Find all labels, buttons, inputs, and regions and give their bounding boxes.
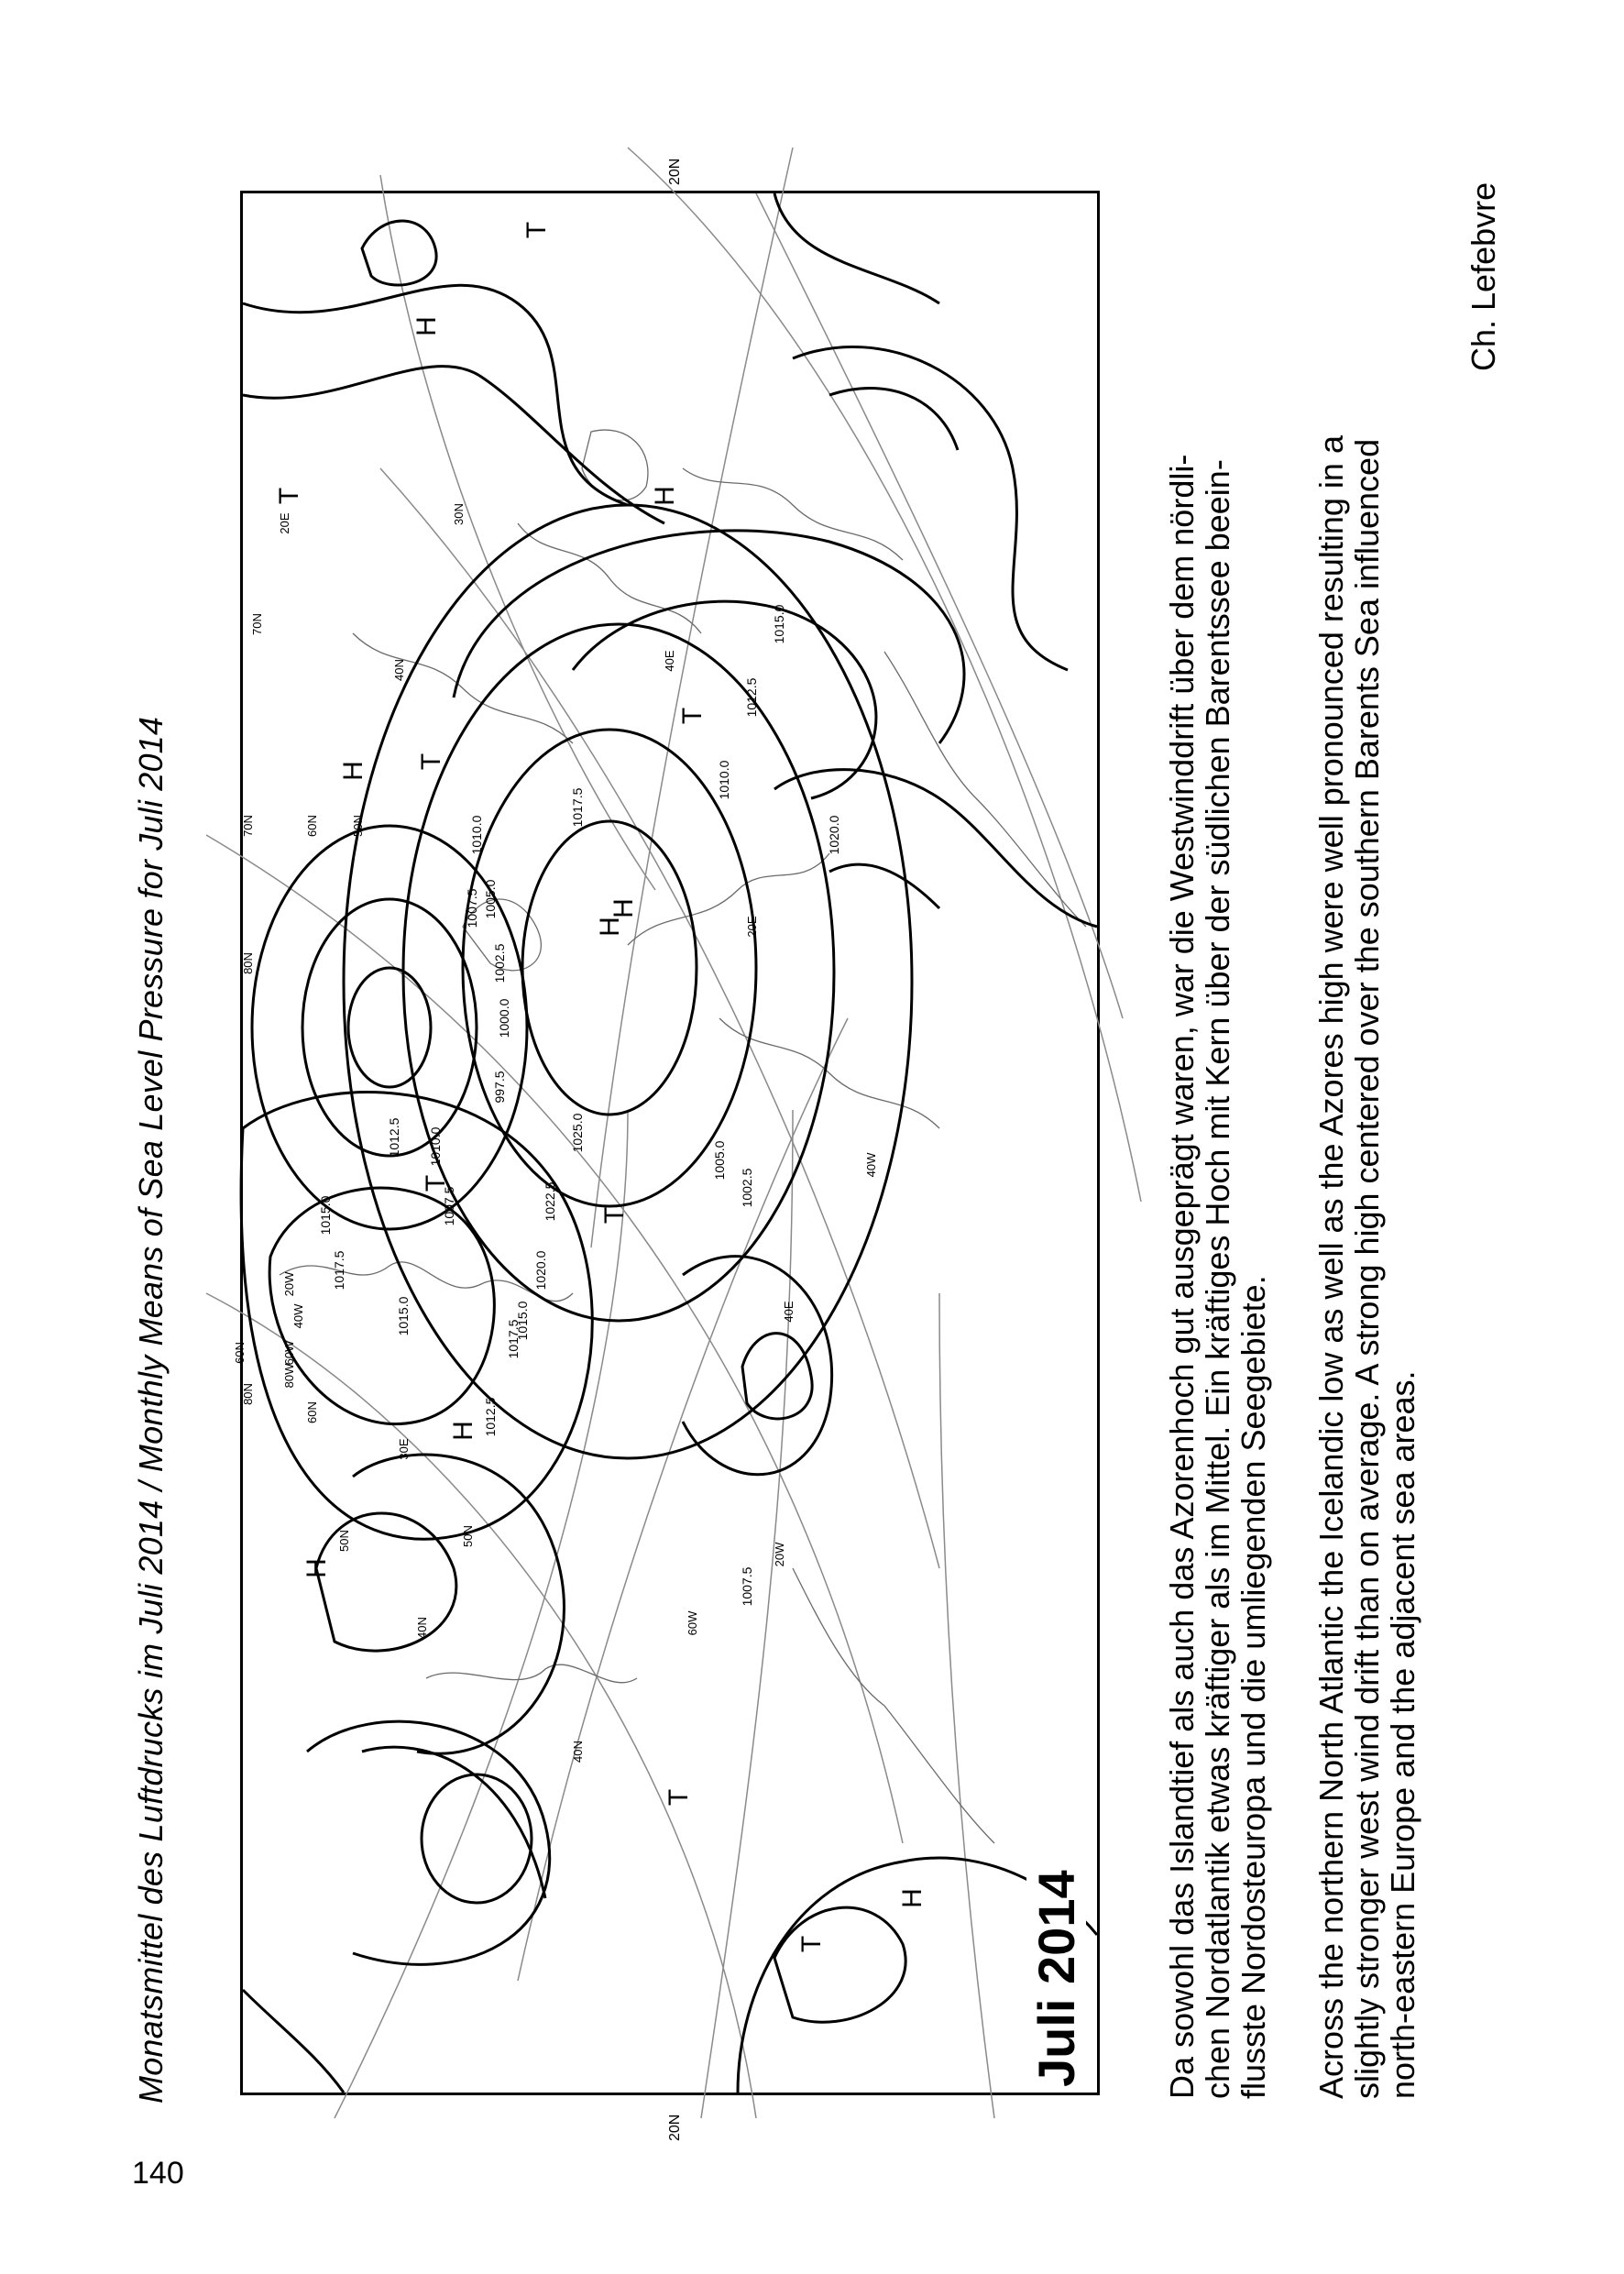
pressure-map: [233, 191, 1100, 2095]
grid-label-14: 40W: [291, 1303, 305, 1329]
graticule: [206, 148, 1141, 2118]
center-symbol-11: H: [897, 1888, 927, 1908]
center-symbol-13: H: [650, 486, 680, 506]
isobar-label-16: 1007.5: [442, 1186, 456, 1226]
grid-label-10: 20W: [773, 1542, 786, 1567]
grid-label-0: 80N: [241, 1383, 255, 1405]
isobar-label-24: 1015.0: [396, 1296, 411, 1336]
center-symbol-7: T: [521, 221, 552, 239]
isobar-label-25: 1007.5: [740, 1566, 754, 1607]
isobar-label-13: 1015.0: [318, 1195, 333, 1236]
center-symbol-0: H: [595, 917, 625, 937]
center-symbol-1: T: [421, 1174, 451, 1192]
grid-label-3: 60N: [305, 815, 319, 837]
center-symbol-15: T: [796, 1935, 827, 1953]
grid-label-21: 40E: [782, 1301, 796, 1323]
isobar-label-4: 1015.0: [515, 1301, 530, 1341]
grid-label-22: 60N: [233, 1342, 247, 1364]
isobar-label-9: 1002.5: [492, 943, 507, 983]
grid-label-24: 50N: [461, 1525, 475, 1547]
isobar-label-8: 1005.0: [483, 879, 498, 919]
isobar-label-11: 997.5: [492, 1071, 507, 1104]
isobars: [241, 193, 1097, 2093]
grid-label-5: 40N: [392, 659, 406, 681]
center-symbol-6: H: [411, 316, 442, 336]
isobar-label-0: 1025.0: [570, 1113, 585, 1153]
paragraph-english-line-1: Across the northern North Atlantic the Icelandic low as well as the Azores high were well pronounced resulting in a: [1312, 435, 1350, 2099]
grid-label-6: 30N: [452, 503, 466, 525]
grid-label-17: 20E: [278, 512, 291, 534]
isobar-label-2: 1020.0: [533, 1250, 548, 1291]
map-badge: Juli 2014: [1027, 1870, 1085, 2087]
isobar-label-19: 1015.0: [772, 604, 786, 644]
center-symbol-12: T: [599, 1206, 630, 1225]
isobar-label-14: 1017.5: [332, 1250, 346, 1291]
grid-label-19: 30E: [397, 1438, 411, 1460]
isobar-label-20: 1012.5: [744, 677, 759, 718]
paragraph-german-line-3: flusste Nordosteuropa und die umliegenden Seegebiete.: [1234, 1275, 1272, 2099]
center-symbol-9: H: [609, 898, 639, 918]
center-symbol-2: T: [416, 753, 446, 771]
grid-label-8: 50N: [337, 1530, 351, 1552]
isobar-label-5: 1012.5: [483, 1397, 498, 1437]
center-symbol-8: T: [664, 1788, 694, 1807]
isobar-label-7: 1007.5: [465, 888, 479, 928]
center-symbol-4: H: [448, 1421, 478, 1441]
isobar-label-6: 1010.0: [469, 815, 484, 855]
paragraph-german: [1164, 455, 1271, 2099]
grid-label-2: 70N: [241, 815, 255, 837]
paragraph-english: [1313, 435, 1421, 2099]
grid-label-13: 20W: [282, 1271, 296, 1297]
isobar-label-15: 1010.0: [428, 1126, 443, 1167]
grid-label-25: 40N: [571, 1741, 585, 1763]
grid-label-9: 40N: [415, 1617, 429, 1639]
grid-label-4: 50N: [351, 815, 365, 837]
isobar-label-21: 1010.0: [717, 760, 731, 800]
isobar-label-23: 1020.0: [827, 815, 841, 855]
center-symbol-5: H: [302, 1558, 332, 1578]
author: Ch. Lefebvre: [1465, 181, 1502, 371]
center-symbol-10: T: [677, 707, 708, 725]
page-title: Monatsmittel des Luftdrucks im Juli 2014 / Monthly Means of Sea Level Pressure for Juli 2014: [132, 716, 170, 2104]
grid-label-1: 80N: [241, 952, 255, 974]
paragraph-english-line-2: slightly stronger west wind drift than on average. A strong high centered over the southern Barents Sea influenced: [1348, 438, 1386, 2099]
edge-label-bottom: 20N: [667, 2114, 683, 2141]
isobar-label-3: 1017.5: [506, 1319, 521, 1359]
center-symbol-3: H: [338, 761, 368, 781]
isobar-label-17: 1005.0: [712, 1140, 727, 1181]
grid-label-7: 60N: [305, 1401, 319, 1423]
grid-label-15: 60W: [282, 1340, 296, 1366]
grid-label-12: 60W: [686, 1610, 699, 1636]
grid-label-20: 20E: [745, 916, 759, 938]
paragraph-english-line-3: north-eastern Europe and the adjacent sea areas.: [1384, 1370, 1421, 2099]
grid-label-16: 80W: [282, 1363, 296, 1389]
grid-label-11: 40W: [864, 1152, 878, 1178]
paragraph-german-line-2: chen Nordatlantik etwas kräftiger als im Mittel. Ein kräftiges Hoch mit Kern über der südlichen Barentssee beein-: [1199, 459, 1236, 2099]
grid-label-18: 40E: [663, 650, 676, 672]
grid-label-23: 70N: [250, 613, 264, 635]
isobar-label-18: 1002.5: [740, 1168, 754, 1208]
isobar-label-22: 1017.5: [570, 787, 585, 828]
center-symbol-14: T: [274, 487, 304, 505]
isobar-label-1: 1022.5: [543, 1181, 557, 1222]
page-number: 140: [132, 2156, 184, 2191]
edge-label-top: 20N: [667, 158, 683, 185]
isobar-label-10: 1000.0: [497, 998, 511, 1038]
isobar-label-12: 1012.5: [387, 1117, 401, 1158]
paragraph-german-line-1: Da sowohl das Islandtief als auch das Azorenhoch gut ausgeprägt waren, war die Westwinddrift über dem nördli-: [1163, 454, 1201, 2099]
isobar-chart: [233, 193, 1097, 2093]
